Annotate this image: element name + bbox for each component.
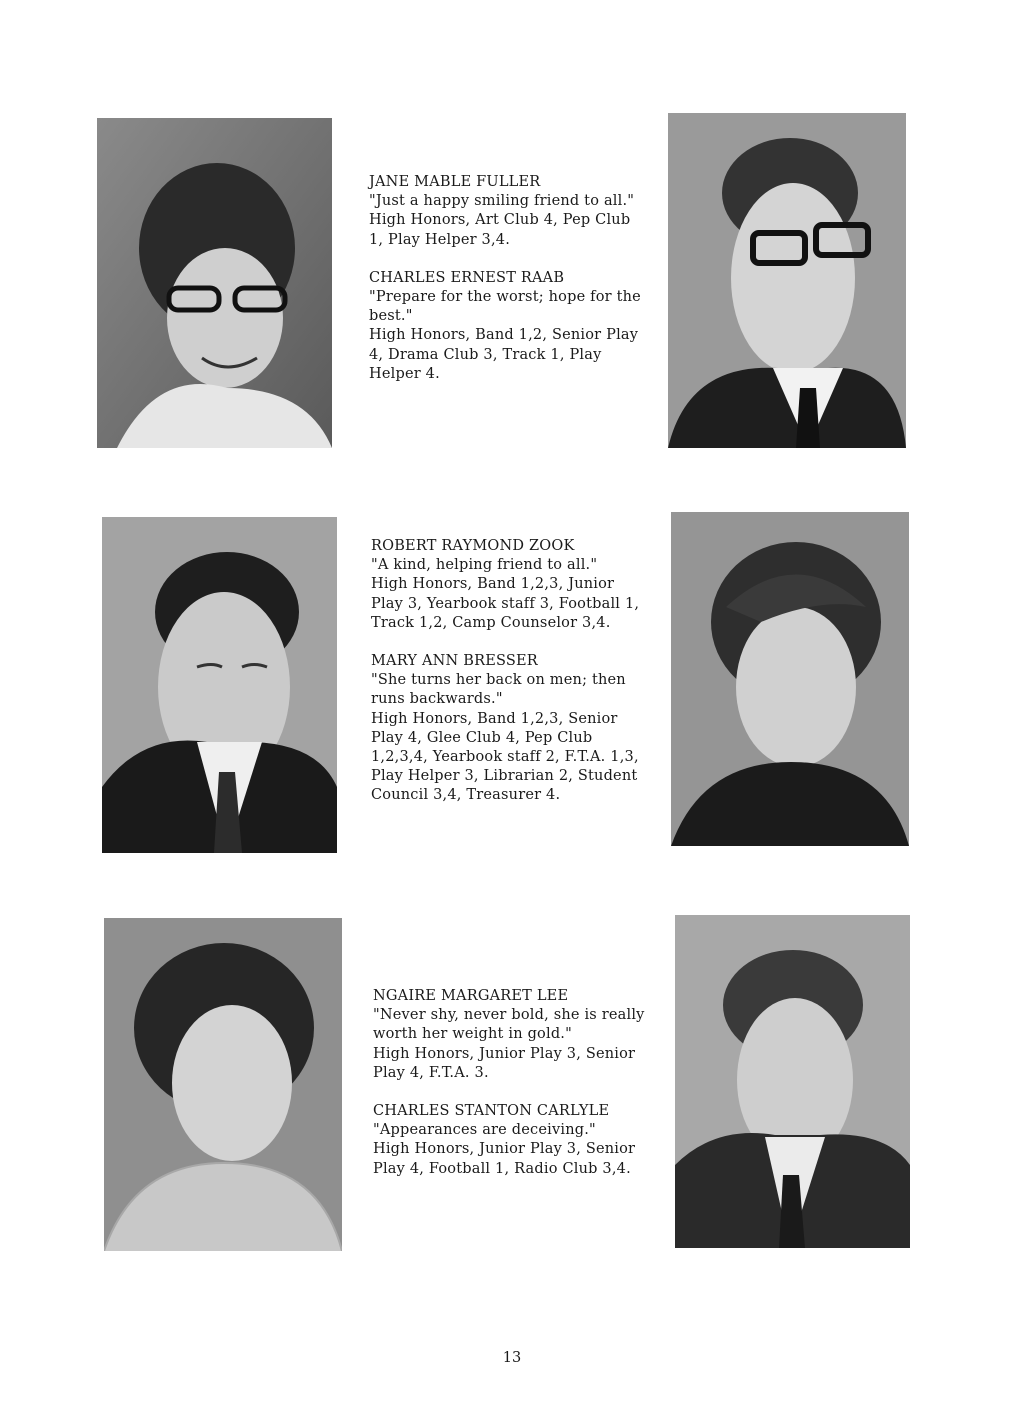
student-entry — [373, 987, 653, 1083]
text-column-row-3 — [373, 987, 653, 1198]
student-motto: "Appearances are deceiving." — [373, 1122, 596, 1139]
student-motto: "She turns her back on men; then runs backwards." — [371, 672, 626, 708]
text-column-row-2 — [371, 537, 651, 825]
student-motto: "A kind, helping friend to all." — [371, 557, 598, 574]
student-name: NGAIRE MARGARET LEE — [373, 988, 569, 1004]
student-name: CHARLES STANTON CARLYLE — [373, 1103, 610, 1120]
student-honors: High Honors, Band 1,2,3, Junior Play 3, Yearbook staff 3, Football 1, Track 1,2, Camp Counselor 3,4. — [371, 576, 640, 631]
portrait-robert-raymond-zook — [102, 517, 337, 853]
student-name: JANE MABLE FULLER — [369, 174, 541, 190]
portrait-charles-ernest-raab — [668, 113, 906, 448]
portrait-mary-ann-bresser — [671, 512, 909, 846]
student-name: CHARLES ERNEST RAAB — [369, 269, 565, 286]
portrait-jane-mable-fuller — [97, 118, 332, 448]
text-column-row-1 — [369, 173, 649, 403]
student-name: ROBERT RAYMOND ZOOK — [371, 538, 575, 554]
page-number: 13 — [502, 1350, 522, 1366]
student-honors: High Honors, Junior Play 3, Senior Play 4, Football 1, Radio Club 3,4. — [373, 1141, 636, 1177]
student-entry — [371, 537, 651, 633]
student-name: MARY ANN BRESSER — [371, 653, 538, 670]
student-honors: High Honors, Art Club 4, Pep Club 1, Play Helper 3,4. — [369, 212, 631, 248]
portrait-ngaire-margaret-lee — [104, 918, 342, 1251]
student-motto: "Just a happy smiling friend to all." — [369, 193, 635, 210]
student-entry — [373, 1102, 653, 1179]
student-honors: High Honors, Band 1,2,3, Senior Play 4, Glee Club 4, Pep Club 1,2,3,4, Yearbook staff 2, F.T.A. 1,3, Play Helper 3, Librarian 2, Student Council 3,4, Treasurer 4. — [371, 710, 639, 804]
student-honors: High Honors, Junior Play 3, Senior Play 4, F.T.A. 3. — [373, 1045, 636, 1081]
student-entry — [369, 173, 649, 250]
student-honors: High Honors, Band 1,2, Senior Play 4, Drama Club 3, Track 1, Play Helper 4. — [369, 327, 639, 382]
student-motto: "Never shy, never bold, she is really worth her weight in gold." — [373, 1007, 645, 1043]
student-motto: "Prepare for the worst; hope for the best." — [369, 289, 641, 325]
student-entry — [369, 269, 649, 384]
portrait-charles-stanton-carlyle — [675, 915, 910, 1248]
student-entry — [371, 652, 651, 806]
